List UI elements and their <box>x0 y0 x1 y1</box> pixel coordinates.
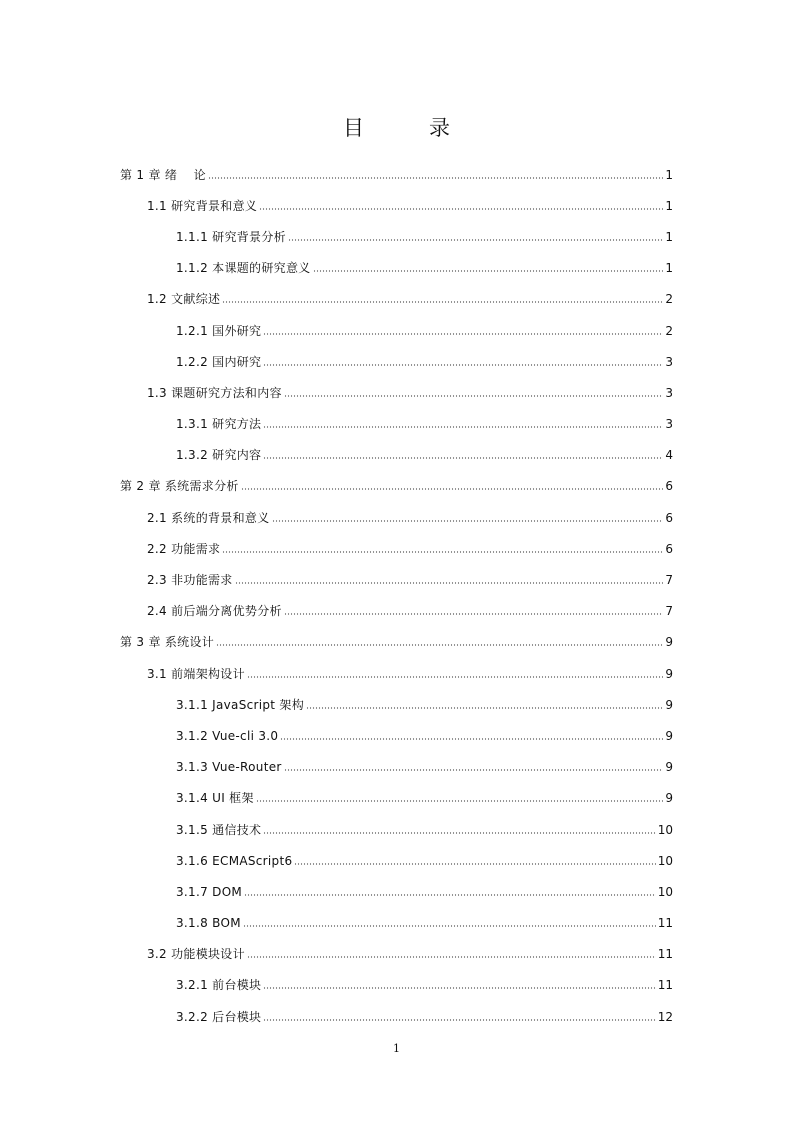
toc-entry-page: 3 <box>665 417 673 432</box>
toc-entry-label: 1.2 文献综述 <box>147 292 221 307</box>
toc-entry-page: 6 <box>665 541 673 556</box>
toc-dot-leader <box>313 270 664 272</box>
toc-entry[interactable] <box>120 783 673 814</box>
toc-entry-page: 4 <box>665 448 673 463</box>
toc-entry-label: 1.2.1 国外研究 <box>176 323 262 338</box>
toc-entry[interactable] <box>120 752 673 783</box>
toc-entry-page: 9 <box>665 666 673 681</box>
toc-entry-page: 1 <box>665 198 673 213</box>
toc-entry-page: 9 <box>665 697 673 712</box>
toc-dot-leader <box>222 301 663 303</box>
toc-entry[interactable] <box>120 689 673 720</box>
toc-entry-page: 10 <box>657 822 673 837</box>
toc-dot-leader <box>241 488 664 490</box>
toc-entry[interactable] <box>120 876 673 907</box>
toc-entry-label: 3.1.8 BOM <box>176 916 241 931</box>
toc-entry-label: 3.1.5 通信技术 <box>176 822 262 837</box>
toc-dot-leader <box>222 551 663 553</box>
toc-entry-page: 11 <box>657 916 673 931</box>
page-number: 1 <box>393 1042 400 1055</box>
toc-entry-page: 9 <box>665 635 673 650</box>
toc-entry-label: 第 1 章 绪 论 <box>120 167 206 182</box>
toc-entry-page: 6 <box>665 479 673 494</box>
toc-dot-leader <box>247 956 656 958</box>
toc-entry-page: 6 <box>665 510 673 525</box>
toc-entry-label: 1.2.2 国内研究 <box>176 354 262 369</box>
toc-entry-page: 1 <box>665 229 673 244</box>
toc-entry-label: 3.2.2 后台模块 <box>176 1009 262 1024</box>
toc-entry[interactable] <box>120 564 673 595</box>
toc-entry-page: 9 <box>665 728 673 743</box>
toc-entry[interactable] <box>120 221 673 252</box>
toc-dot-leader <box>235 582 664 584</box>
toc-entry-page: 1 <box>665 261 673 276</box>
toc-entry-label: 1.3 课题研究方法和内容 <box>147 385 282 400</box>
toc-entry[interactable] <box>120 627 673 658</box>
toc-dot-leader <box>208 177 663 179</box>
toc-entry-page: 7 <box>665 604 673 619</box>
toc-entry[interactable] <box>120 284 673 315</box>
toc-dot-leader <box>216 644 663 646</box>
toc-entry[interactable] <box>120 658 673 689</box>
toc-entry-page: 11 <box>657 978 673 993</box>
toc-dot-leader <box>306 707 663 709</box>
toc-dot-leader <box>280 738 663 740</box>
toc-entry[interactable] <box>120 409 673 440</box>
toc-dot-leader <box>259 208 663 210</box>
toc-dot-leader <box>263 1019 655 1021</box>
toc-entry[interactable] <box>120 596 673 627</box>
toc-dot-leader <box>243 925 656 927</box>
toc-entry[interactable] <box>120 377 673 408</box>
toc-entry[interactable] <box>120 190 673 221</box>
toc-title: 目 录 <box>343 116 472 140</box>
toc-dot-leader <box>288 239 663 241</box>
toc-entry-label: 2.1 系统的背景和意义 <box>147 510 270 525</box>
toc-entry-page: 1 <box>665 167 673 182</box>
toc-dot-leader <box>284 613 664 615</box>
toc-dot-leader <box>247 676 663 678</box>
toc-entry-label: 3.1.4 UI 框架 <box>176 791 254 806</box>
toc-entry[interactable] <box>120 533 673 564</box>
toc-entry-page: 12 <box>657 1009 673 1024</box>
toc-entry-label: 1.1.2 本课题的研究意义 <box>176 261 311 276</box>
toc-entry[interactable] <box>120 471 673 502</box>
toc-entry-label: 第 2 章 系统需求分析 <box>120 479 239 494</box>
toc-list <box>120 159 673 1032</box>
toc-entry-page: 3 <box>665 354 673 369</box>
toc-entry[interactable] <box>120 720 673 751</box>
toc-dot-leader <box>263 333 663 335</box>
toc-entry-label: 3.1.7 DOM <box>176 884 243 899</box>
toc-entry-label: 1.3.2 研究内容 <box>176 448 262 463</box>
toc-entry-label: 3.2.1 前台模块 <box>176 978 262 993</box>
toc-entry-label: 2.3 非功能需求 <box>147 573 233 588</box>
toc-entry[interactable] <box>120 440 673 471</box>
toc-entry-label: 第 3 章 系统设计 <box>120 635 215 650</box>
toc-entry-label: 1.1 研究背景和意义 <box>147 198 258 213</box>
toc-entry-label: 3.1.1 JavaScript 架构 <box>176 697 305 712</box>
toc-entry[interactable] <box>120 159 673 190</box>
toc-dot-leader <box>284 395 664 397</box>
toc-entry[interactable] <box>120 346 673 377</box>
toc-entry-label: 3.2 功能模块设计 <box>147 947 245 962</box>
toc-entry-label: 1.3.1 研究方法 <box>176 417 262 432</box>
toc-entry-label: 2.4 前后端分离优势分析 <box>147 604 282 619</box>
toc-entry[interactable] <box>120 908 673 939</box>
toc-dot-leader <box>284 769 664 771</box>
toc-entry-page: 3 <box>665 385 673 400</box>
toc-entry[interactable] <box>120 845 673 876</box>
toc-dot-leader <box>272 520 664 522</box>
toc-dot-leader <box>294 863 655 865</box>
toc-entry-page: 11 <box>657 947 673 962</box>
toc-entry[interactable] <box>120 939 673 970</box>
toc-dot-leader <box>244 894 656 896</box>
toc-entry-label: 2.2 功能需求 <box>147 541 221 556</box>
toc-entry[interactable] <box>120 315 673 346</box>
toc-entry-page: 10 <box>657 853 673 868</box>
toc-entry-page: 2 <box>665 292 673 307</box>
toc-entry-page: 9 <box>665 760 673 775</box>
toc-entry[interactable] <box>120 970 673 1001</box>
toc-dot-leader <box>263 364 663 366</box>
toc-dot-leader <box>263 987 655 989</box>
toc-entry-page: 9 <box>665 791 673 806</box>
toc-dot-leader <box>263 457 663 459</box>
toc-dot-leader <box>263 832 655 834</box>
toc-entry[interactable] <box>120 814 673 845</box>
toc-entry-page: 10 <box>657 884 673 899</box>
toc-entry-label: 3.1.3 Vue-Router <box>176 760 282 775</box>
toc-entry-label: 3.1.6 ECMAScript6 <box>176 853 293 868</box>
toc-entry-label: 3.1 前端架构设计 <box>147 666 245 681</box>
toc-entry-page: 2 <box>665 323 673 338</box>
toc-entry[interactable] <box>120 1001 673 1032</box>
toc-entry[interactable] <box>120 253 673 284</box>
toc-entry-page: 7 <box>665 573 673 588</box>
toc-entry-label: 1.1.1 研究背景分析 <box>176 229 286 244</box>
toc-dot-leader <box>263 426 663 428</box>
toc-entry-label: 3.1.2 Vue-cli 3.0 <box>176 728 279 743</box>
toc-entry[interactable] <box>120 502 673 533</box>
toc-dot-leader <box>256 800 664 802</box>
